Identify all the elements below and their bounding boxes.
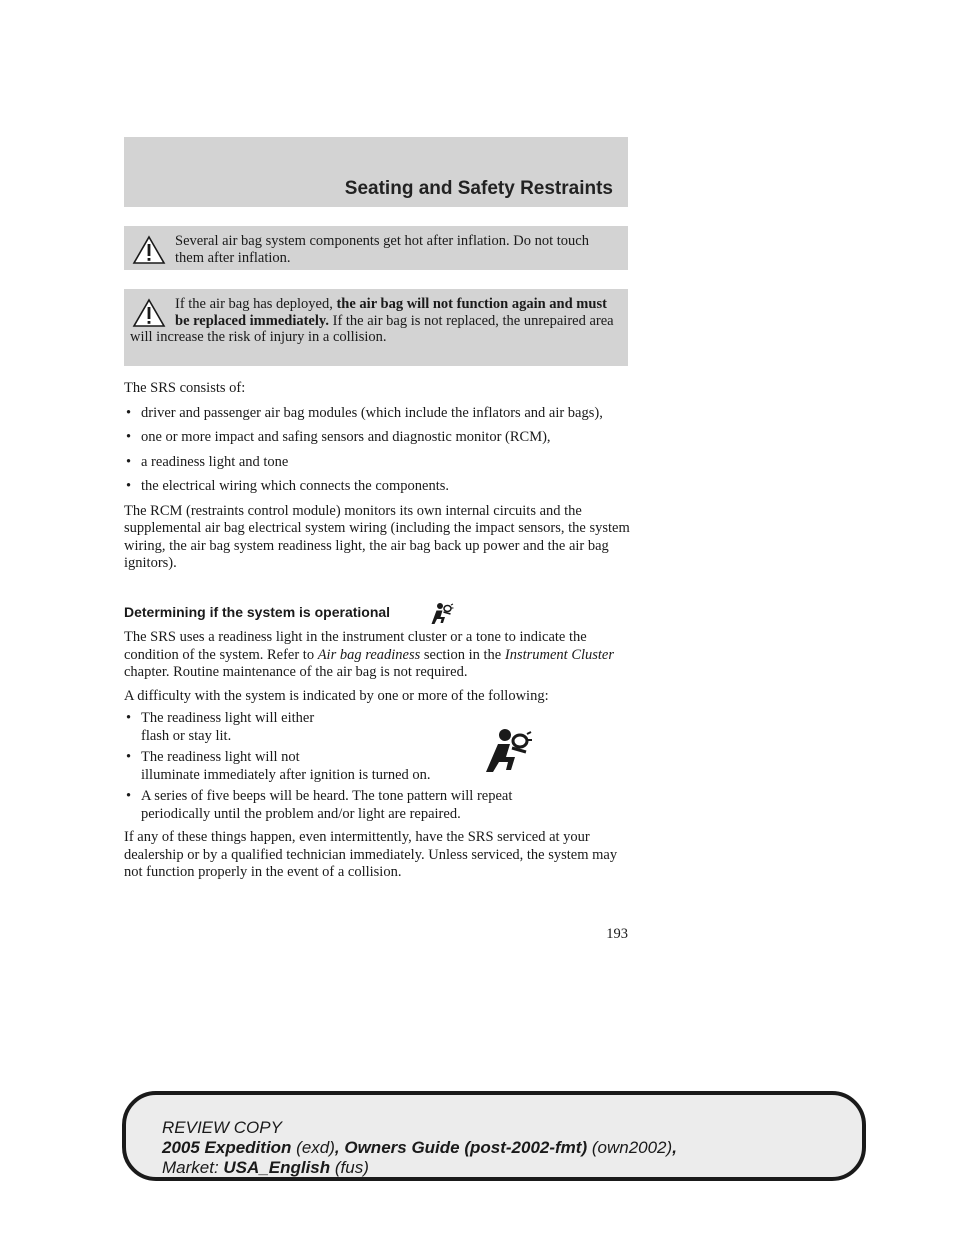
rcm-paragraph: The RCM (restraints control module) monitors its own internal circuits and the supplemental air bag electrical system wiring (including the impact sensors, the system wiring, the air bag system readiness light, the air bag back up power and the air bag ignitors).: [124, 502, 630, 571]
list-item: [124, 749, 630, 784]
operational-section: [124, 629, 630, 882]
review-publication: [162, 1138, 677, 1158]
warning-text-before: If the air bag has deployed,: [175, 296, 337, 312]
difficulty-intro: A difficulty with the system is indicated by one or more of the following:: [124, 687, 549, 704]
operational-paragraph: [124, 629, 630, 682]
review-separator: ,: [672, 1138, 677, 1157]
review-copy-text: [162, 1118, 677, 1178]
warning-box-deployed: [124, 289, 628, 366]
review-separator: ,: [334, 1138, 345, 1157]
cross-reference: Instrument Cluster: [504, 646, 615, 663]
airbag-indicator-icon: [482, 728, 532, 772]
list-item: • the electrical wiring which connects the components.: [124, 478, 630, 496]
warning-box-hot-components: [124, 226, 628, 270]
review-guide-code: (own2002): [587, 1138, 673, 1157]
warning-text-after: If the air bag is not replaced, the unrepaired area will increase the risk of injury in a collision.: [130, 312, 614, 345]
text-run: The SRS uses a readiness light in the instrument cluster or a tone to indicate the condition of the system. Refer to: [124, 629, 587, 663]
review-market-line: [162, 1158, 677, 1178]
warning-text-bold: the air bag will not function again and must be replaced immediately.: [175, 296, 607, 329]
warning-triangle-icon: [132, 298, 166, 328]
page-number: 193: [606, 926, 628, 942]
operational-heading: Determining if the system is operational: [124, 604, 391, 620]
text-run: chapter. Routine maintenance of the air bag is not required.: [124, 664, 468, 680]
airbag-indicator-icon: [428, 602, 454, 624]
list-item-line: A series of five beeps will be heard. The tone pattern will repeat: [141, 788, 513, 804]
review-guide: Owners Guide (post-2002-fmt): [344, 1138, 588, 1157]
list-item: [124, 710, 630, 745]
list-item-line: The readiness light will either: [141, 710, 315, 726]
review-label: REVIEW COPY: [162, 1118, 282, 1137]
review-model: 2005 Expedition: [162, 1138, 292, 1157]
list-item-line: The readiness light will not: [141, 749, 300, 765]
list-item: • one or more impact and safing sensors and diagnostic monitor (RCM),: [124, 429, 630, 447]
list-item-line: flash or stay lit.: [141, 727, 232, 744]
srs-component-list: [124, 405, 630, 496]
srs-section: [124, 380, 630, 573]
list-item: • driver and passenger air bag modules (which include the inflators and air bags),: [124, 405, 630, 423]
warning-text: Several air bag system components get hot after inflation. Do not touch them after inflation.: [175, 233, 589, 266]
text-run: section in the: [420, 646, 505, 663]
srs-intro: The SRS consists of:: [124, 380, 246, 396]
warning-triangle-icon: [132, 235, 166, 265]
review-market: USA_English: [223, 1158, 331, 1177]
list-item: • a readiness light and tone: [124, 454, 630, 472]
review-market-code: (fus): [330, 1158, 369, 1177]
indicator-list: [124, 710, 630, 823]
review-market-label: Market:: [162, 1158, 224, 1177]
section-title: Seating and Safety Restraints: [344, 178, 613, 199]
cross-reference: Air bag readiness: [317, 646, 421, 663]
list-item-line: periodically until the problem and/or light are repaired.: [141, 805, 461, 822]
warning-text: [130, 296, 620, 346]
list-item-line: illuminate immediately after ignition is turned on.: [141, 766, 431, 783]
closing-paragraph: If any of these things happen, even intermittently, have the SRS serviced at your dealership or by a qualified technician immediately. Unless serviced, the system may not function properly in the event of a collision.: [124, 829, 618, 880]
list-item: [124, 788, 630, 823]
review-model-code: (exd): [291, 1138, 335, 1157]
